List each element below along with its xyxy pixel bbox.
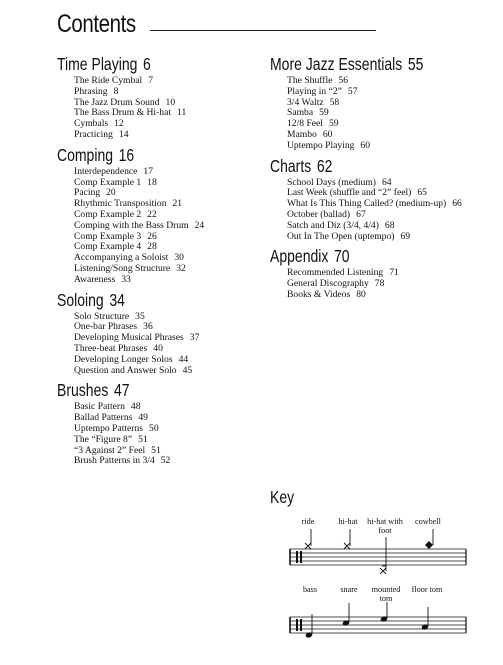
toc-item[interactable]: Comp Example 3 26 xyxy=(74,230,157,242)
ride-note xyxy=(305,529,311,549)
toc-item[interactable]: Listening/Song Structure 32 xyxy=(74,262,186,274)
section-heading[interactable]: Brushes 47 xyxy=(57,380,130,401)
snare-note xyxy=(342,603,350,627)
toc-item[interactable]: Ballad Patterns 49 xyxy=(74,412,148,424)
toc-item[interactable]: The Bass Drum & Hi-hat 11 xyxy=(74,107,187,119)
section-heading[interactable]: Charts 62 xyxy=(270,155,333,176)
toc-item[interactable]: Satch and Diz (3/4, 4/4) 68 xyxy=(287,219,395,231)
floor-tom-note xyxy=(421,607,429,631)
toc-item[interactable]: The Shuffle 56 xyxy=(287,75,348,86)
toc-item[interactable]: Uptempo Patterns 50 xyxy=(74,422,159,434)
toc-item[interactable]: Comp Example 2 22 xyxy=(74,208,157,220)
toc-item[interactable]: Developing Musical Phrases 37 xyxy=(74,332,200,344)
toc-item[interactable]: Brush Patterns in 3/4 52 xyxy=(74,455,171,467)
toc-item[interactable]: Comp Example 4 28 xyxy=(74,241,157,253)
page-title: Contents xyxy=(57,10,136,38)
toc-item[interactable]: Samba 59 xyxy=(287,107,329,119)
hihat-note xyxy=(344,529,350,549)
toc-item[interactable]: What Is This Thing Called? (medium-up) 66 xyxy=(287,198,462,210)
key-label-cowbell: cowbell xyxy=(415,517,441,526)
toc-item[interactable]: School Days (medium) 64 xyxy=(287,176,392,188)
toc-item[interactable]: Developing Longer Solos 44 xyxy=(74,353,189,365)
toc-item[interactable]: The “Figure 8” 51 xyxy=(74,433,148,445)
key-label-bass: bass xyxy=(302,585,318,594)
bass-drum-note xyxy=(305,614,313,639)
section-heading[interactable]: Soloing 34 xyxy=(57,289,125,310)
toc-item[interactable]: The Ride Cymbal 7 xyxy=(74,75,154,86)
toc-item[interactable]: “3 Against 2” Feel 51 xyxy=(74,444,161,456)
toc-item[interactable]: Interdependence 17 xyxy=(74,165,153,177)
toc-item[interactable]: 12/8 Feel 59 xyxy=(287,118,339,130)
toc-item[interactable]: Uptempo Playing 60 xyxy=(287,139,371,151)
hihat-foot-note xyxy=(380,537,386,574)
toc-item[interactable]: Cymbals 12 xyxy=(74,118,124,130)
key-heading: Key xyxy=(270,487,295,507)
toc-item[interactable]: Accompanying a Soloist 30 xyxy=(74,252,184,264)
toc-item[interactable]: Last Week (shuffle and “2” feel) 65 xyxy=(287,187,427,199)
toc-item[interactable]: Mambo 60 xyxy=(287,128,333,140)
toc-item[interactable]: Out In The Open (uptempo) 69 xyxy=(287,230,411,242)
toc-item[interactable]: Rhythmic Transposition 21 xyxy=(74,198,183,210)
key-label-snare: snare xyxy=(340,585,358,594)
section-heading[interactable]: Comping 16 xyxy=(57,144,135,165)
toc-item[interactable]: Solo Structure 35 xyxy=(74,310,145,322)
toc-item[interactable]: 3/4 Waltz 58 xyxy=(287,96,340,108)
toc-item[interactable]: One-bar Phrases 36 xyxy=(74,321,153,333)
toc-item[interactable]: Comping with the Bass Drum 24 xyxy=(74,219,205,231)
key-label-hihat: hi-hat xyxy=(338,517,358,526)
section-heading[interactable]: More Jazz Essentials 55 xyxy=(270,54,424,74)
toc-item[interactable]: General Discography 78 xyxy=(287,278,385,290)
toc-item[interactable]: Comp Example 1 18 xyxy=(74,176,157,188)
key-label-mounted-tom: mounted tom xyxy=(371,585,401,603)
key-label-hihat-foot: hi-hat with foot xyxy=(367,517,403,535)
toc-item[interactable]: Playing in “2” 57 xyxy=(287,85,358,97)
section-heading[interactable]: Appendix 70 xyxy=(270,246,350,267)
toc-item[interactable]: Basic Pattern 48 xyxy=(74,401,141,413)
cowbell-note xyxy=(425,529,433,549)
toc-item[interactable]: Practicing 14 xyxy=(74,128,129,140)
section-heading[interactable]: Time Playing 6 xyxy=(57,54,151,74)
toc-item[interactable]: Pacing 20 xyxy=(74,187,116,199)
mounted-tom-note xyxy=(380,602,388,623)
toc-item[interactable]: Three-beat Phrases 40 xyxy=(74,342,163,354)
toc-item[interactable]: The Jazz Drum Sound 10 xyxy=(74,96,176,108)
toc-item[interactable]: Recommended Listening 71 xyxy=(287,267,399,279)
lower-staff xyxy=(290,617,466,633)
key-label-ride: ride xyxy=(301,517,315,526)
key-label-floor-tom: floor tom xyxy=(411,585,443,594)
toc-item[interactable]: Awareness 33 xyxy=(74,273,131,285)
toc-item[interactable]: October (ballad) 67 xyxy=(287,208,366,220)
upper-staff xyxy=(290,549,466,565)
toc-item[interactable]: Phrasing 8 xyxy=(74,85,119,97)
toc-item[interactable]: Question and Answer Solo 45 xyxy=(74,364,193,376)
toc-item[interactable]: Books & Videos 80 xyxy=(287,288,366,300)
